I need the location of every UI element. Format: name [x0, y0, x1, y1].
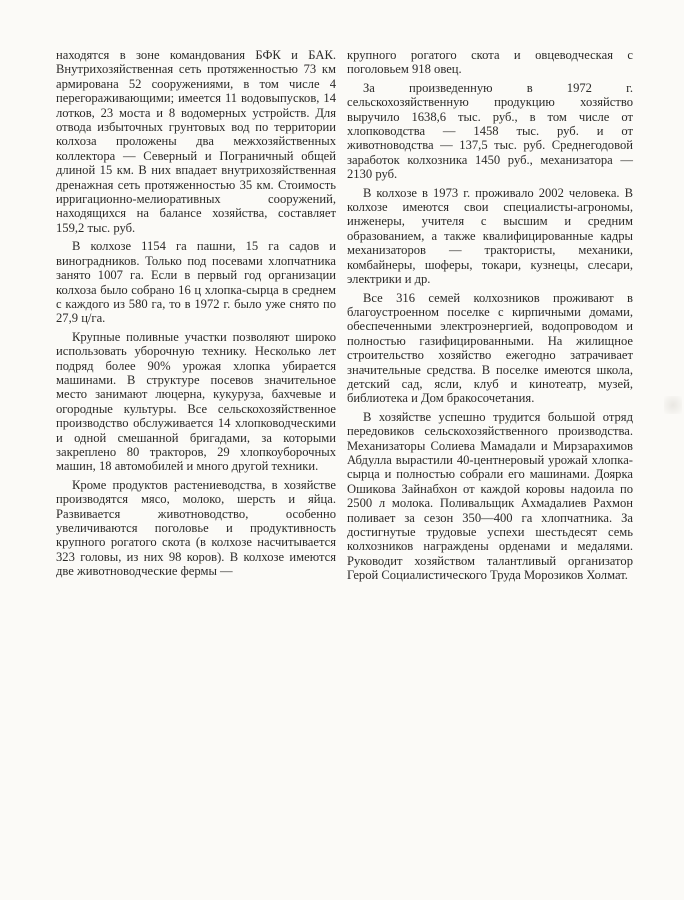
left-text-column [56, 48, 336, 583]
paragraph: За произведенную в 1972 г. сельскохозяйственную продукцию хозяйство выручило 1638,6 тыс. руб., в том числе от хлопководства — 1458 тыс. руб. и от животноводства — 137,5 тыс. руб. Среднегодовой заработок колхозника 1450 руб., механизатора — 2130 руб. [347, 80, 633, 182]
paragraph: находятся в зоне командования БФК и БАК. Внутрихозяйственная сеть протяженностью 73 км армирована 52 сооружениями, в том числе 4 перегораживающими; имеется 11 водовыпусков, 14 лотков, 23 моста и 8 водомерных устройств. Для отвода избыточных грунтовых вод по территории колхоза проложены два межхозяйственных коллектора — Северный и Пограничный общей длиной 15 км. В них впадает внутрихозяйственная дренажная сеть протяженностью 35 км. Стоимость ирригационно-мелиоративных сооружений, находящихся на балансе хозяйства, составляет 159,2 тыс. руб. [56, 48, 336, 235]
paragraph: В хозяйстве успешно трудится большой отряд передовиков сельскохозяйственного производства. Механизаторы Солиева Мамадали и Мирзарахимов Абдулла вырастили 40-центнеровый урожай хлопка-сырца и полностью собрали его машинами. Доярка Ошикова Зайнабхон от каждой коровы надоила по 2500 л молока. Поливальщик Ахмадалиев Рахмон поливает за сезон 350—400 га хлопчатника. За достигнутые трудовые успехи шестьдесят семь колхозников награждены орденами и медалями. Руководит хозяйством талантливый организатор Герой Социалистического Труда Морозиков Холмат. [347, 409, 633, 583]
right-text-column [347, 48, 633, 587]
paragraph: В колхозе 1154 га пашни, 15 га садов и виноградников. Только под посевами хлопчатника занято 1007 га. Если в первый год организации колхоза было собрано 16 ц хлопка-сырца в среднем с каждого из 580 га, то в 1972 г. было уже снято по 27,9 ц/га. [56, 239, 336, 326]
paragraph: Крупные поливные участки позволяют широко использовать уборочную технику. Несколько лет подряд более 90% урожая хлопка убирается машинами. В структуре посевов значительное место занимают люцерна, кукуруза, бахчевые и огородные культуры. Все сельскохозяйственное производство обслуживается 14 хлопководческими и одной смешанной бригадами, за которыми закреплено 80 тракторов, 29 хлопкоуборочных машин, 18 автомобилей и много другой техники. [56, 329, 336, 474]
paper-smudge [664, 396, 682, 414]
paragraph: крупного рогатого скота и овцеводческая с поголовьем 918 овец. [347, 48, 633, 77]
paragraph: В колхозе в 1973 г. проживало 2002 человека. В колхозе имеются свои специалисты-агрономы, инженеры, учителя с высшим и средним образованием, а также квалифицированные кадры механизаторов — трактористы, механики, комбайнеры, шоферы, токари, кузнецы, слесари, электрики и др. [347, 185, 633, 287]
paragraph: Все 316 семей колхозников проживают в благоустроенном поселке с кирпичными домами, обеспеченными электроэнергией, водопроводом и полностью газифицированными. На жилищное строительство хозяйство ежегодно затрачивает значительные средства. В поселке имеются школа, детский сад, ясли, клуб и кинотеатр, музей, библиотека и Дом бракосочетания. [347, 290, 633, 406]
paragraph: Кроме продуктов растениеводства, в хозяйстве производятся мясо, молоко, шерсть и яйца. Развивается животноводство, особенно увеличиваются поголовье и продуктивность крупного рогатого скота (в колхозе насчитывается 323 головы, из них 98 коров). В колхозе имеются две животноводческие фермы — [56, 477, 336, 579]
